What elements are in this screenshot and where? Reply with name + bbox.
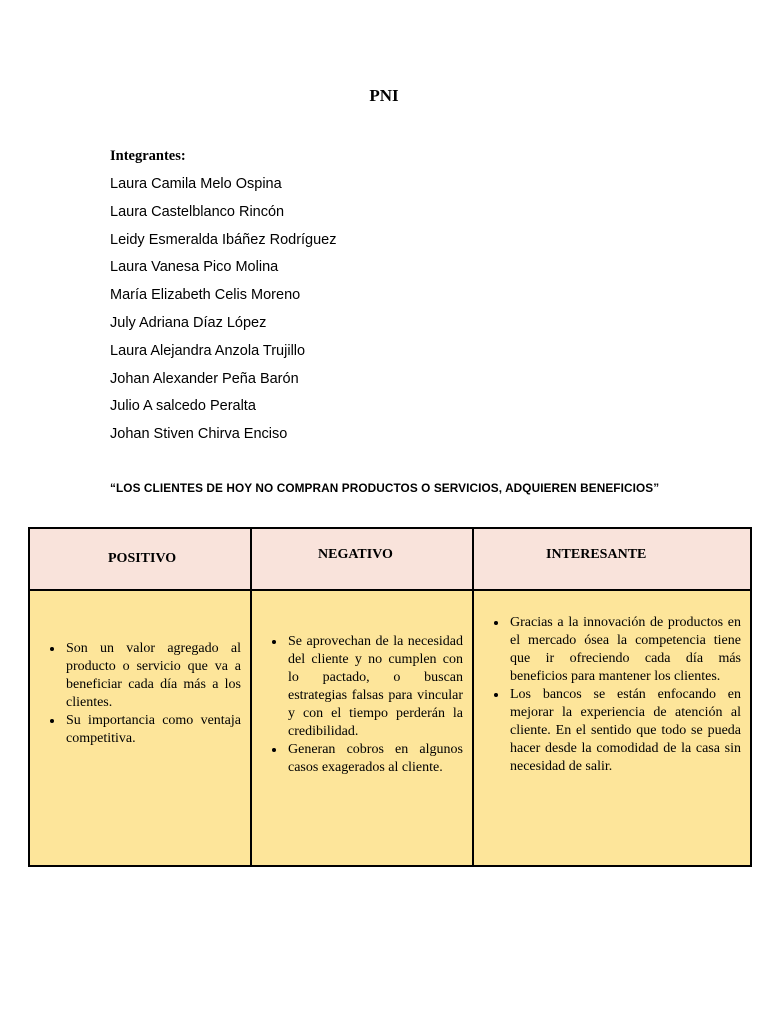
pni-table bbox=[28, 527, 752, 867]
quote: “LOS CLIENTES DE HOY NO COMPRAN PRODUCTOS O SERVICIOS, ADQUIEREN BENEFICIOS” bbox=[110, 481, 660, 495]
member-name: Laura Camila Melo Ospina bbox=[110, 176, 282, 192]
member-name: Laura Castelblanco Rincón bbox=[110, 203, 285, 220]
list-item: • Generan cobros en algunos casos exagerados al cliente. bbox=[286, 741, 463, 777]
header-positivo: POSITIVO bbox=[29, 528, 251, 590]
members-list bbox=[110, 172, 337, 450]
member-name: Laura Vanesa Pico Molina bbox=[110, 259, 279, 276]
member-name: Johan Alexander Peña Barón bbox=[110, 370, 299, 387]
list-item: • Su importancia como ventaja competitiva. bbox=[64, 712, 241, 748]
member-name: Julio A salcedo Peralta bbox=[110, 398, 256, 415]
table-row bbox=[29, 590, 751, 866]
member-name: Johan Stiven Chirva Enciso bbox=[110, 426, 288, 443]
list-item: • Son un valor agregado al producto o servicio que va a beneficiar cada día más a los clientes. bbox=[64, 640, 241, 712]
cell-negativo bbox=[251, 590, 473, 866]
list-item: • Se aprovechan de la necesidad del cliente y no cumplen con lo pactado, o buscan estrategias falsas para vincular y con el tiempo perderán la credibilidad. bbox=[286, 633, 463, 741]
page-title: PNI bbox=[369, 86, 399, 105]
table-header-row bbox=[29, 528, 751, 590]
member-name: Leidy Esmeralda Ibáñez Rodríguez bbox=[110, 231, 337, 248]
header-interesante: INTERESANTE bbox=[473, 528, 751, 590]
list-item: • Los bancos se están enfocando en mejorar la experiencia de atención al cliente. En el sentido que todo se pueda hacer desde la comodidad de la casa sin necesidad de salir. bbox=[508, 686, 741, 776]
header-negativo: NEGATIVO bbox=[251, 528, 473, 590]
cell-interesante bbox=[473, 590, 751, 866]
list-item: • Gracias a la innovación de productos en el mercado ósea la competencia tiene que ir ofreciendo cada día más beneficios para mantener los clientes. bbox=[508, 614, 741, 686]
cell-positivo bbox=[29, 590, 251, 866]
member-name: July Adriana Díaz López bbox=[110, 314, 267, 331]
member-name: Laura Alejandra Anzola Trujillo bbox=[110, 342, 306, 359]
members-label: Integrantes: bbox=[110, 148, 186, 164]
member-name: María Elizabeth Celis Moreno bbox=[110, 287, 301, 304]
